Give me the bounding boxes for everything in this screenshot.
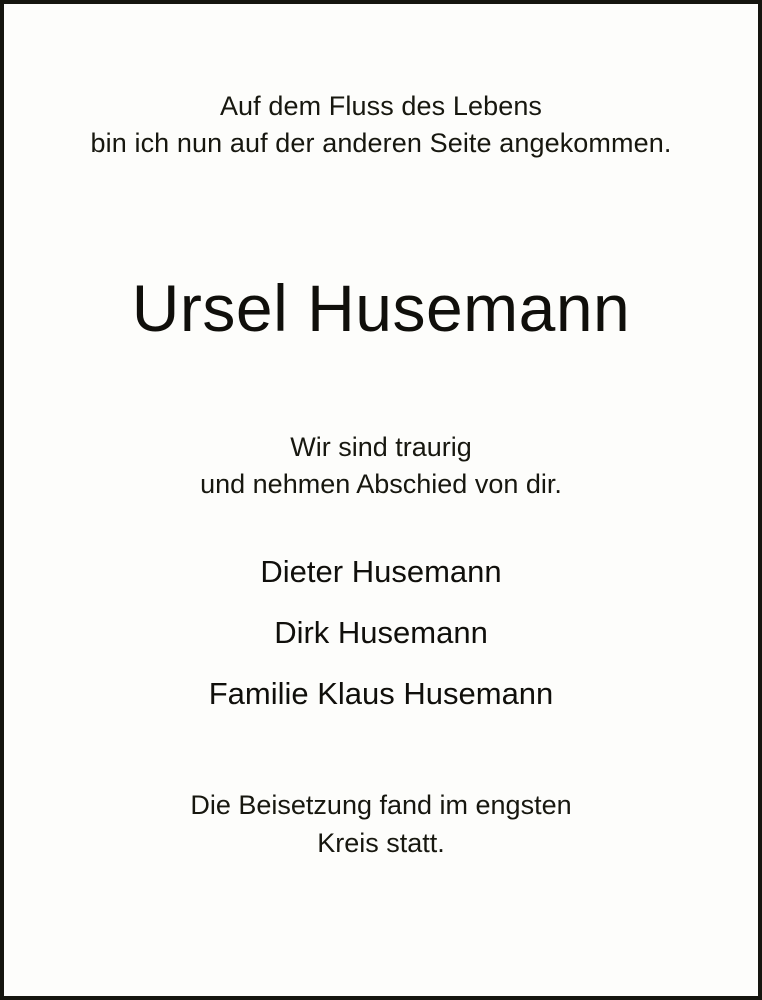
mourners-list <box>209 555 554 711</box>
epitaph-line-2: bin ich nun auf der anderen Seite angekommen. <box>90 128 672 159</box>
deceased-name: Ursel Husemann <box>131 270 631 345</box>
list-item: Familie Klaus Husemann <box>208 676 554 712</box>
list-item: Dirk Husemann <box>274 615 488 651</box>
list-item: Dieter Husemann <box>260 554 502 589</box>
farewell-message <box>200 429 562 504</box>
epitaph-line-1: Auf dem Fluss des Lebens <box>219 91 543 121</box>
funeral-notice <box>190 787 571 862</box>
farewell-line-2: und nehmen Abschied von dir. <box>200 468 562 499</box>
funeral-notice-line-2: Kreis statt. <box>317 827 445 858</box>
farewell-line-1: Wir sind traurig <box>290 431 472 462</box>
epitaph-verse <box>91 88 672 163</box>
funeral-notice-line-1: Die Beisetzung fand im engsten <box>190 790 572 821</box>
